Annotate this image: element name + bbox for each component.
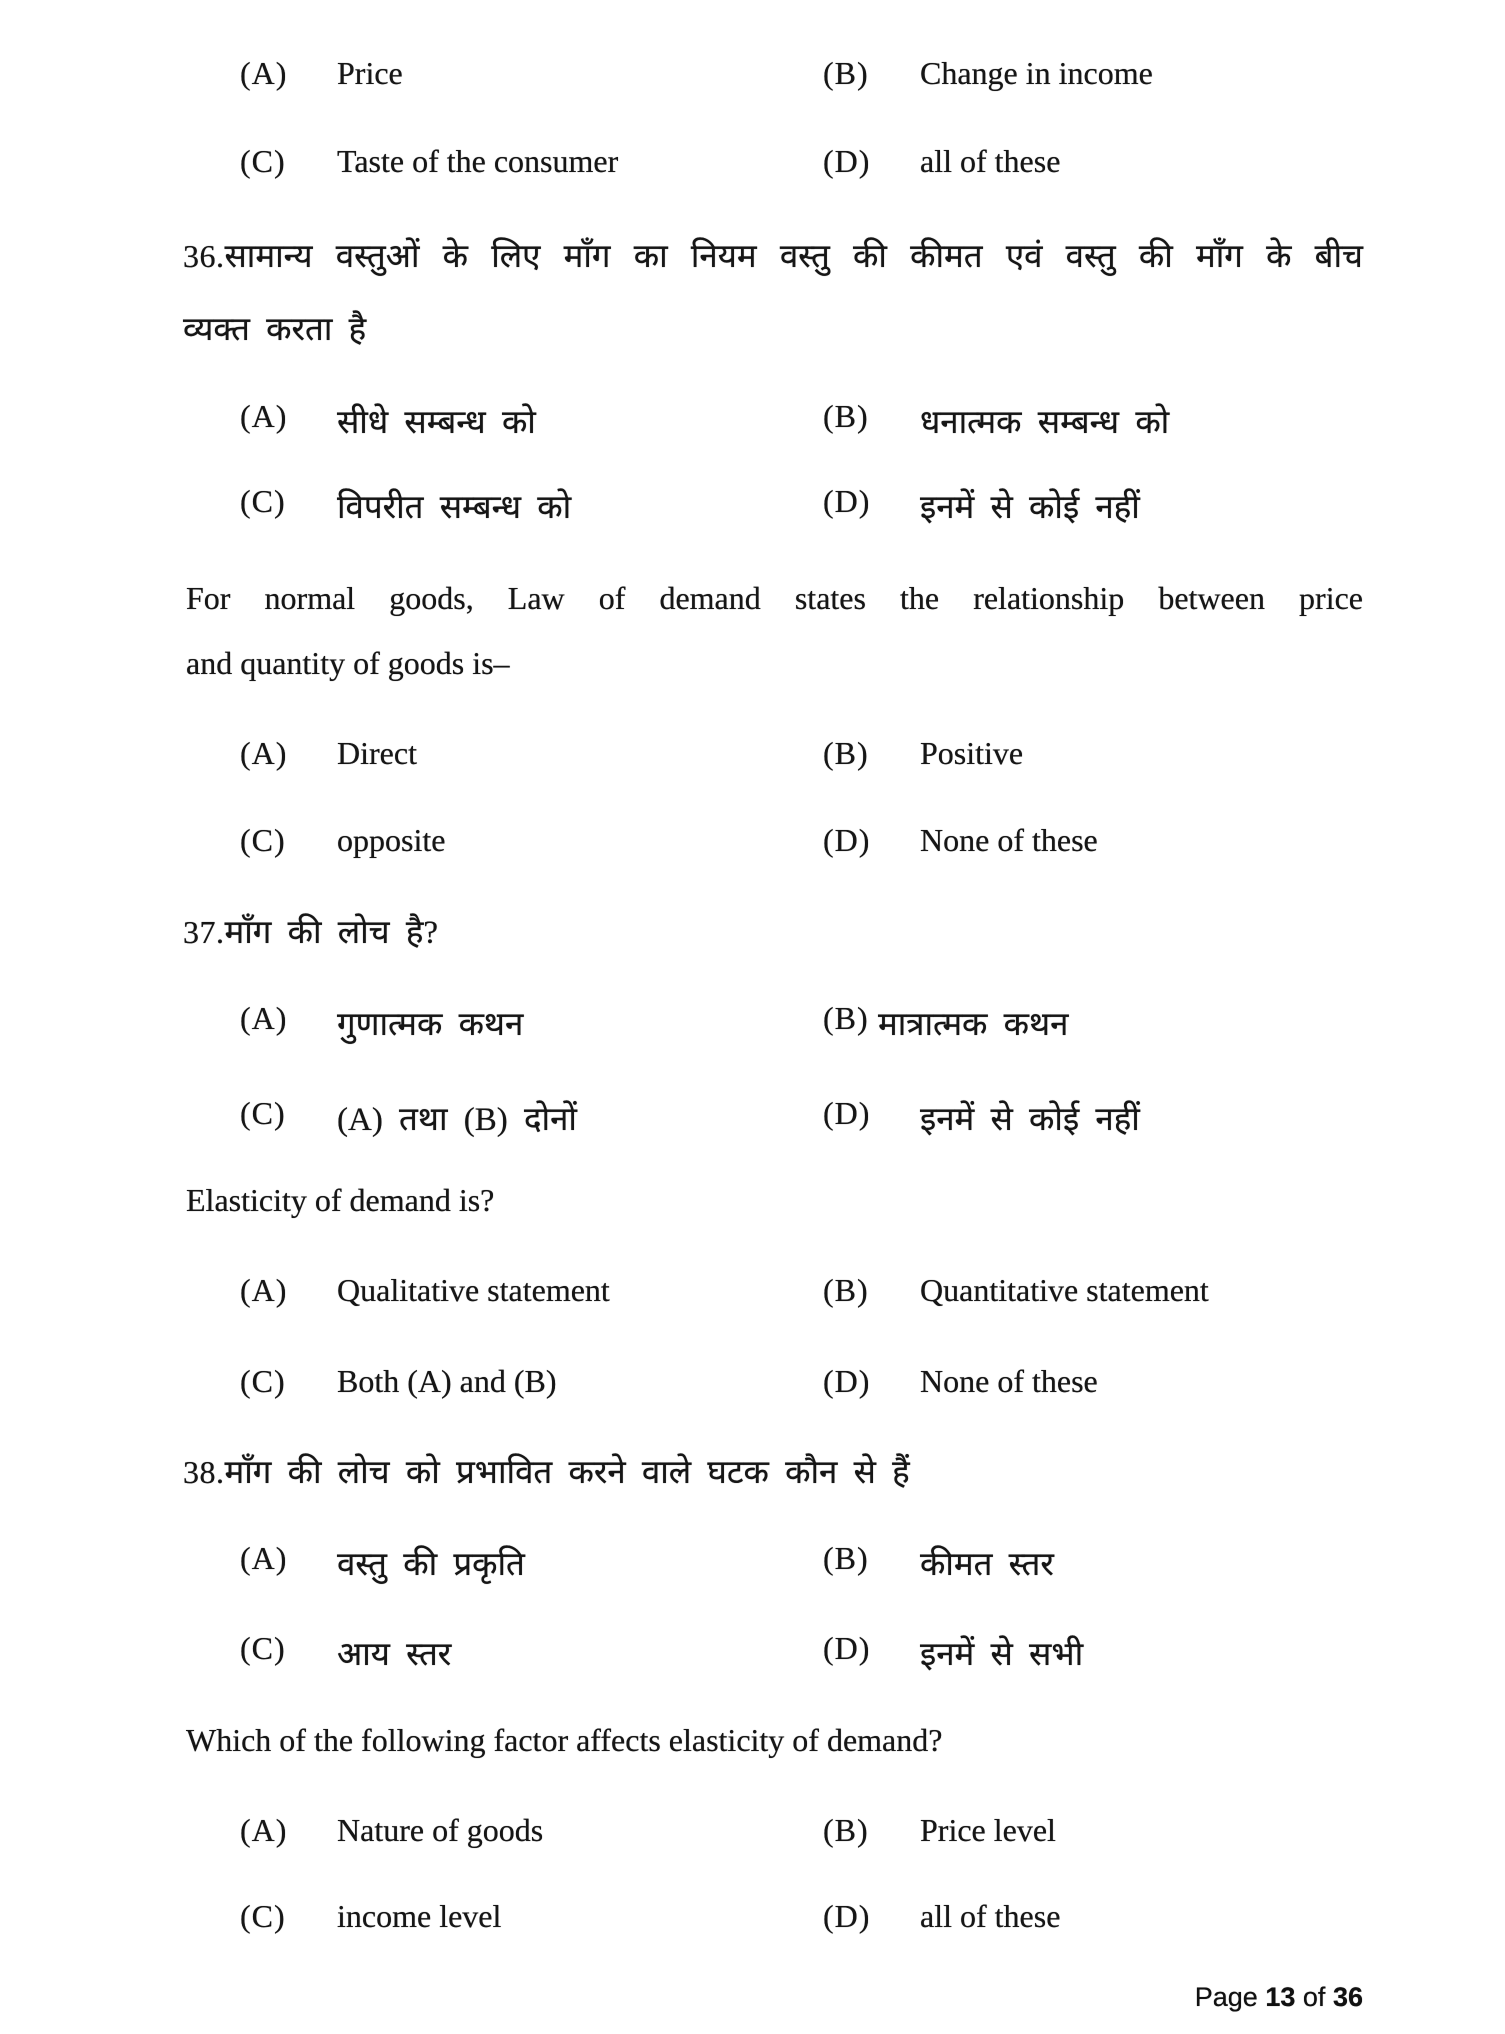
option-label-d: (D) <box>823 1095 871 1131</box>
option-label-c: (C) <box>240 1898 286 1934</box>
options-row-38-hindi-ab <box>0 1540 1505 1588</box>
option-label-d: (D) <box>823 143 871 179</box>
options-row-36-english-ab <box>0 735 1505 783</box>
option-text-b: धनात्मक सम्बन्ध को <box>920 405 1170 441</box>
option-text-c: Taste of the consumer <box>337 143 619 179</box>
question-38-hindi-text: माँग की लोच को प्रभावित करने वाले घटक कौन से हैं <box>224 1455 910 1491</box>
question-36-english-line1: For normal goods, Law of demand states the relationship between price <box>186 580 1363 616</box>
option-text-d: None of these <box>920 822 1098 858</box>
option-text-c: विपरीत सम्बन्ध को <box>337 490 572 526</box>
option-text-c: Both (A) and (B) <box>337 1363 557 1399</box>
footer-page-number: 13 <box>1265 1982 1296 2012</box>
option-label-b: (B) <box>823 398 869 434</box>
option-label-b: (B) <box>823 55 869 91</box>
option-label-b: (B) <box>823 1272 869 1308</box>
options-row-36-hindi-ab <box>0 398 1505 446</box>
option-text-d: all of these <box>920 1898 1061 1934</box>
option-label-a: (A) <box>240 398 288 434</box>
option-text-d: इनमें से कोई नहीं <box>920 1102 1140 1138</box>
option-text-b: मात्रात्मक कथन <box>878 1007 1069 1043</box>
option-text-a: Price <box>337 55 403 91</box>
question-36-number: 36. <box>183 238 225 274</box>
options-row-37-hindi-cd <box>0 1095 1505 1143</box>
option-label-d: (D) <box>823 1630 871 1666</box>
options-row-38-english-cd <box>0 1898 1505 1946</box>
option-text-a: Nature of goods <box>337 1812 544 1848</box>
options-row-37-english-cd <box>0 1363 1505 1411</box>
option-text-b: कीमत स्तर <box>920 1547 1054 1583</box>
option-text-d: इनमें से कोई नहीं <box>920 490 1140 526</box>
footer-of-word: of <box>1302 1982 1326 2012</box>
option-label-c: (C) <box>240 483 286 519</box>
question-36-hindi-line2: व्यक्त करता है <box>183 312 367 348</box>
question-38-english: Which of the following factor affects elasticity of demand? <box>186 1722 943 1758</box>
option-text-a: सीधे सम्बन्ध को <box>337 405 536 441</box>
option-text-c: opposite <box>337 822 446 858</box>
option-text-d: None of these <box>920 1363 1098 1399</box>
option-text-d: इनमें से सभी <box>920 1637 1084 1673</box>
question-36-english-line2: and quantity of goods is– <box>186 645 510 681</box>
options-row-38-hindi-cd <box>0 1630 1505 1678</box>
option-label-a: (A) <box>240 1272 288 1308</box>
option-label-a: (A) <box>240 55 288 91</box>
question-36-hindi-line1 <box>183 232 1363 277</box>
footer-total-pages: 36 <box>1332 1982 1363 2012</box>
option-label-b: (B) <box>823 1540 869 1576</box>
option-text-b: Quantitative statement <box>920 1272 1209 1308</box>
option-label-b: (B) <box>823 735 869 771</box>
options-row-36-english-cd <box>0 822 1505 870</box>
question-36-hindi-text: सामान्य वस्तुओं के लिए माँग का नियम वस्तु की कीमत एवं वस्तु की माँग के बीच <box>224 239 1363 275</box>
option-text-c: income level <box>337 1898 502 1934</box>
question-37-hindi-text: माँग की लोच है? <box>224 915 439 951</box>
option-label-d: (D) <box>823 822 871 858</box>
option-text-a: Qualitative statement <box>337 1272 610 1308</box>
option-label-c: (C) <box>240 1363 286 1399</box>
question-38-hindi <box>183 1448 910 1493</box>
options-row-prev-cd <box>0 143 1505 191</box>
option-label-c: (C) <box>240 1630 286 1666</box>
option-text-a: गुणात्मक कथन <box>337 1007 524 1043</box>
option-label-b: (B) <box>823 1812 869 1848</box>
question-37-number: 37. <box>183 914 225 950</box>
options-row-prev-ab <box>0 55 1505 103</box>
options-row-37-english-ab <box>0 1272 1505 1320</box>
option-text-a: वस्तु की प्रकृति <box>337 1547 525 1583</box>
question-38-number: 38. <box>183 1454 225 1490</box>
option-text-c: (A) तथा (B) दोनों <box>337 1102 577 1138</box>
option-text-b: Change in income <box>920 55 1153 91</box>
option-text-b: Price level <box>920 1812 1056 1848</box>
option-text-b: Positive <box>920 735 1024 771</box>
options-row-38-english-ab <box>0 1812 1505 1860</box>
option-label-a: (A) <box>240 1540 288 1576</box>
option-text-a: Direct <box>337 735 417 771</box>
option-label-d: (D) <box>823 1898 871 1934</box>
options-row-36-hindi-cd <box>0 483 1505 531</box>
options-row-37-hindi-ab <box>0 1000 1505 1048</box>
option-label-a: (A) <box>240 1812 288 1848</box>
option-text-c: आय स्तर <box>337 1637 452 1673</box>
option-label-d: (D) <box>823 1363 871 1399</box>
option-label-a: (A) <box>240 735 288 771</box>
footer-page-word: Page <box>1194 1982 1258 2012</box>
page-footer <box>1195 1982 1363 2013</box>
option-label-c: (C) <box>240 1095 286 1131</box>
option-text-d: all of these <box>920 143 1061 179</box>
question-37-english: Elasticity of demand is? <box>186 1182 495 1218</box>
option-label-d: (D) <box>823 483 871 519</box>
option-label-c: (C) <box>240 822 286 858</box>
option-label-c: (C) <box>240 143 286 179</box>
option-label-a: (A) <box>240 1000 288 1036</box>
option-label-b: (B) <box>823 1000 869 1036</box>
question-37-hindi <box>183 908 438 953</box>
